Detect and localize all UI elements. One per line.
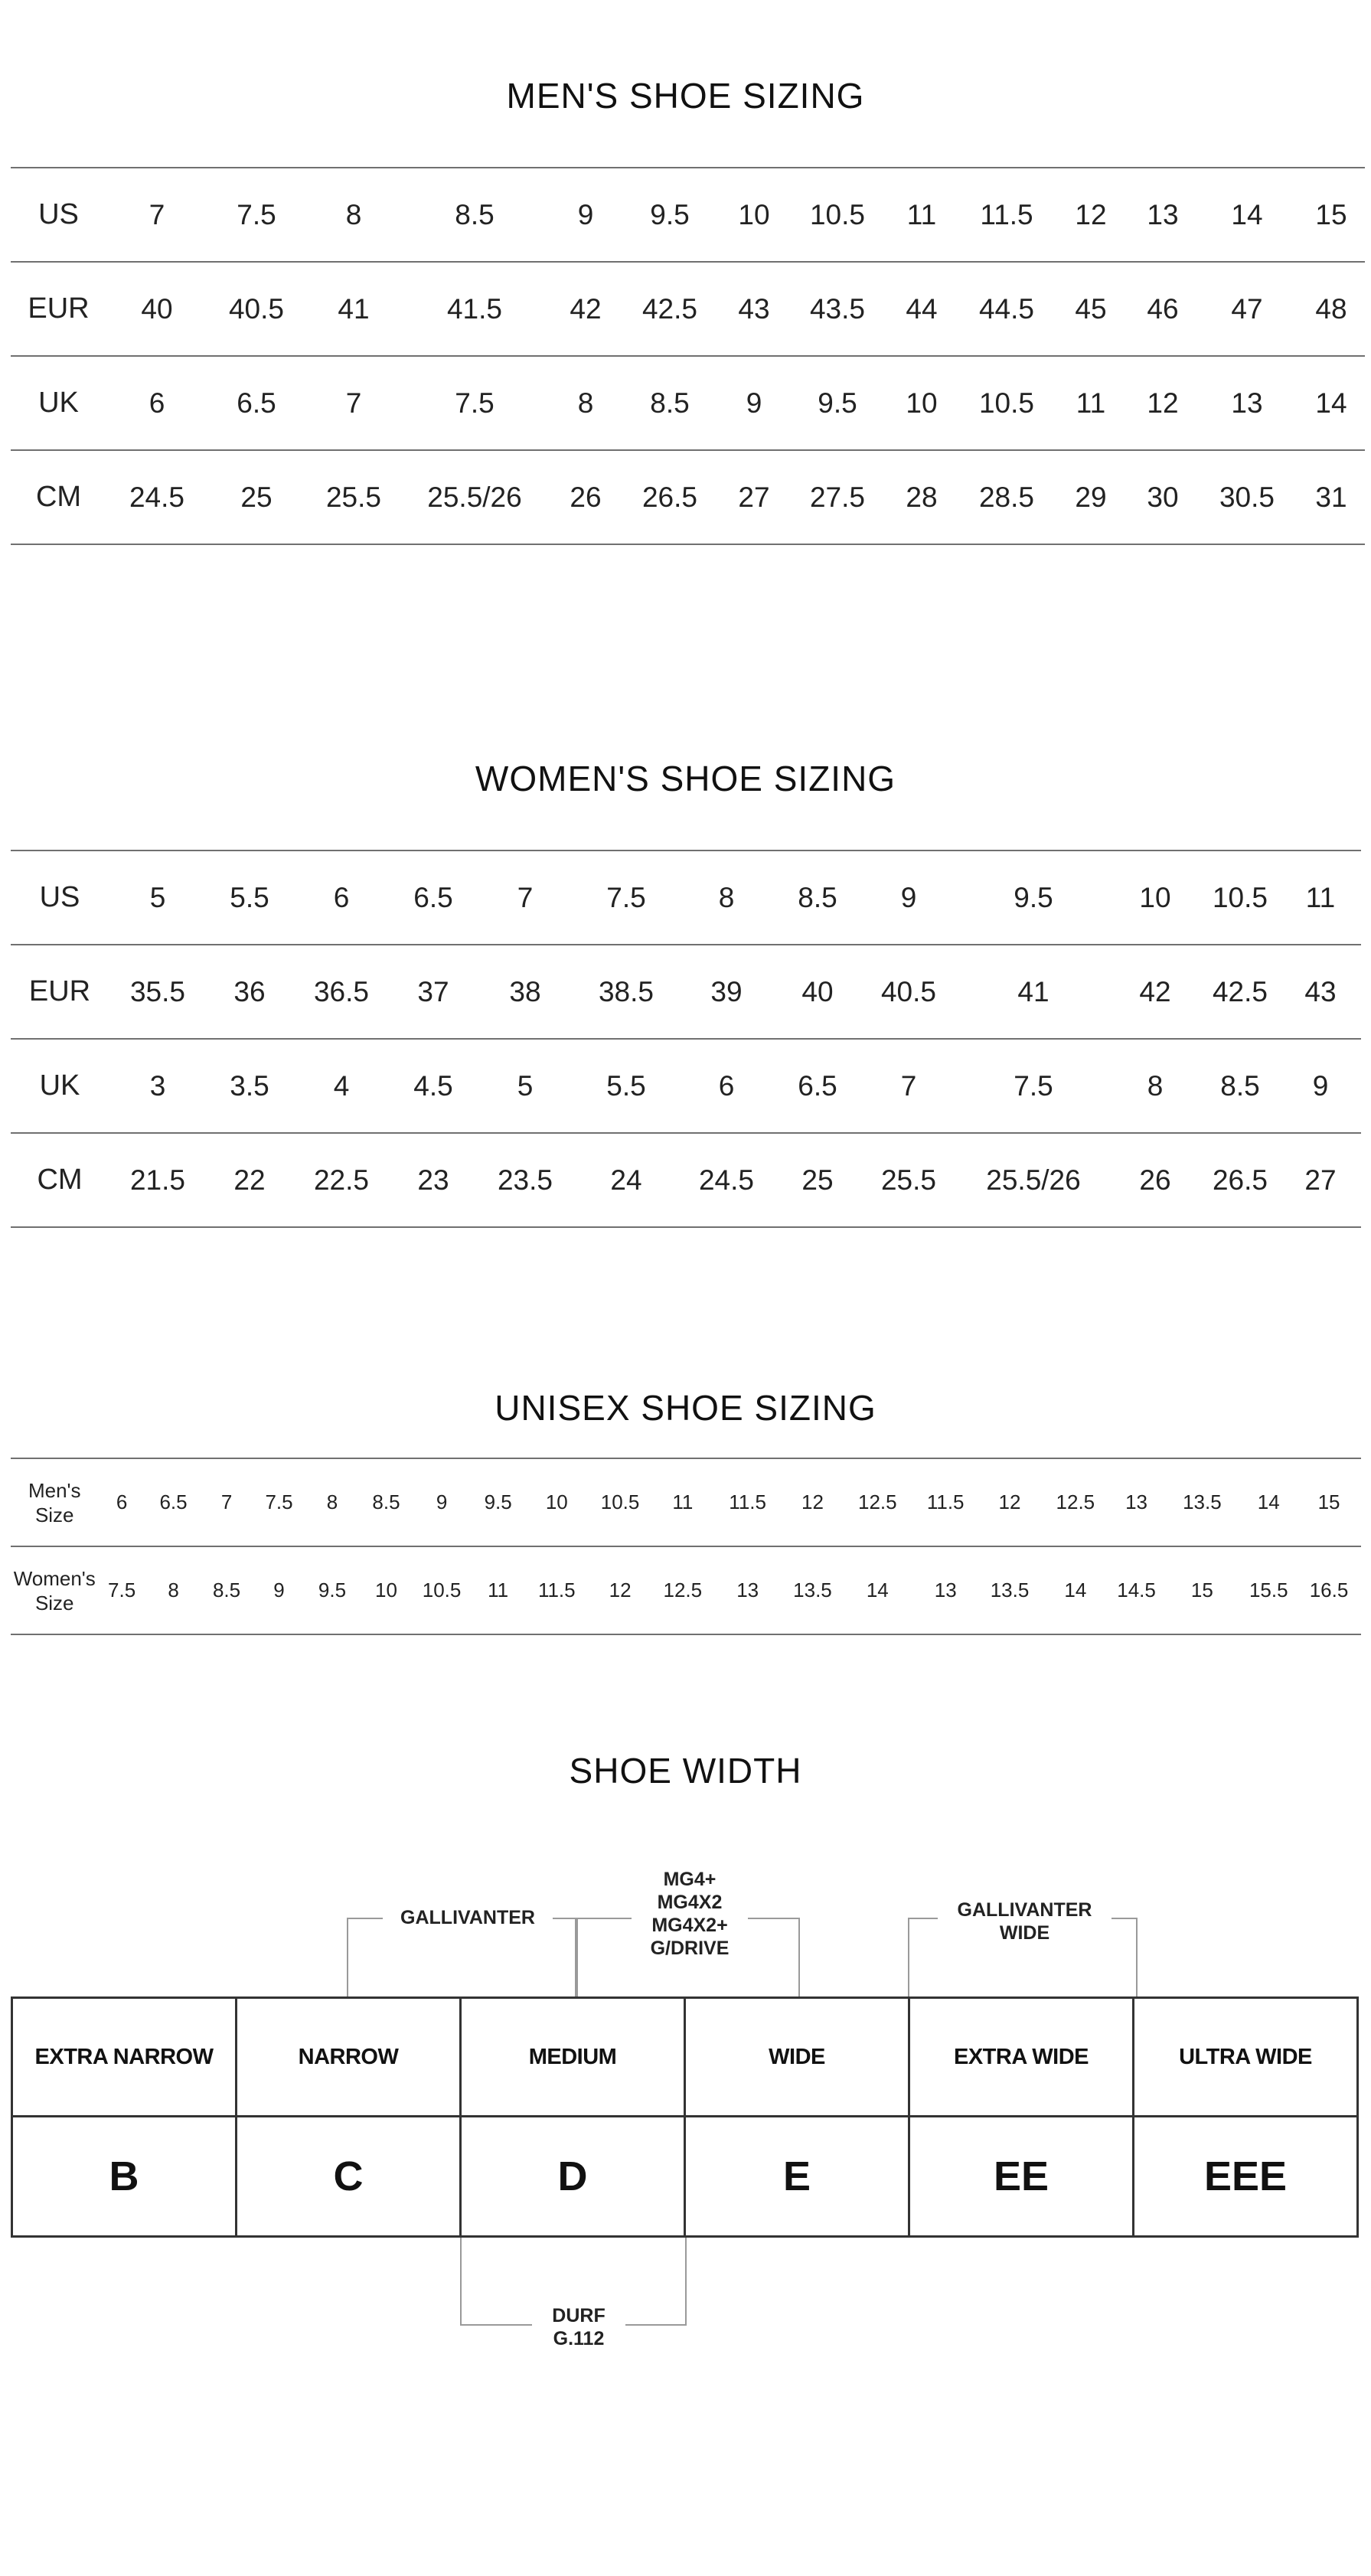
size-cell: 40.5 xyxy=(880,975,936,1007)
size-cell: 42.5 xyxy=(1212,975,1268,1007)
size-cell: 13 xyxy=(934,1579,957,1601)
size-cell: 28 xyxy=(906,481,938,513)
size-cell: 8 xyxy=(345,198,362,230)
size-cell: 37 xyxy=(417,975,449,1007)
width-code-cell: EE xyxy=(909,2117,1134,2237)
size-cell: 10.5 xyxy=(422,1579,462,1601)
size-cell: 25 xyxy=(240,481,273,513)
size-cell: 38.5 xyxy=(598,975,654,1007)
size-cell: 43 xyxy=(738,292,770,325)
size-cell: 29 xyxy=(1075,481,1107,513)
size-cell: 35.5 xyxy=(129,975,185,1007)
size-cell: 11.5 xyxy=(537,1579,576,1601)
size-cell: 5 xyxy=(149,881,166,913)
row-label: EUR xyxy=(28,292,90,325)
womens-sizing-table xyxy=(11,850,1361,1228)
mens-sizing-title: MEN'S SHOE SIZING xyxy=(506,76,865,116)
size-cell: 7 xyxy=(900,1069,917,1102)
womens-row xyxy=(11,851,1361,945)
size-cell: 22.5 xyxy=(313,1164,369,1196)
gallivanter-label: GALLIVANTER xyxy=(383,1906,553,1929)
womens-row xyxy=(11,945,1361,1039)
size-cell: 43.5 xyxy=(809,292,865,325)
size-cell: 11.5 xyxy=(980,198,1033,230)
size-cell: 6 xyxy=(149,387,165,419)
size-cell: 5.5 xyxy=(606,1069,646,1102)
size-cell: 30 xyxy=(1147,481,1179,513)
size-cell: 10 xyxy=(738,198,770,230)
unisex-sizing-table xyxy=(11,1458,1361,1635)
size-cell: 3.5 xyxy=(230,1069,269,1102)
width-code-cell: C xyxy=(237,2117,461,2237)
unisex-sizing-title: UNISEX SHOE SIZING xyxy=(495,1388,876,1428)
size-cell: 7.5 xyxy=(108,1579,136,1601)
size-cell: 15 xyxy=(1190,1579,1213,1601)
size-cell: 11 xyxy=(1076,387,1106,419)
size-cell: 15 xyxy=(1317,1490,1340,1513)
row-label: Women's Size xyxy=(13,1566,96,1614)
size-cell: 8.5 xyxy=(372,1490,400,1513)
size-cell: 12.5 xyxy=(663,1579,703,1601)
mens-row xyxy=(11,262,1365,356)
size-cell: 6.5 xyxy=(413,881,453,913)
size-cell: 9.5 xyxy=(818,387,857,419)
size-cell: 7.5 xyxy=(455,387,495,419)
row-label: CM xyxy=(37,1164,83,1196)
size-cell: 9 xyxy=(746,387,762,419)
size-cell: 22 xyxy=(233,1164,266,1196)
size-cell: 16.5 xyxy=(1309,1579,1349,1601)
row-label: US xyxy=(38,198,79,230)
size-cell: 36 xyxy=(233,975,266,1007)
size-cell: 9.5 xyxy=(650,198,690,230)
size-cell: 11.5 xyxy=(729,1490,766,1513)
row-label: UK xyxy=(39,1069,80,1102)
size-cell: 12 xyxy=(1147,387,1179,419)
size-cell: 8 xyxy=(168,1579,179,1601)
size-cell: 8.5 xyxy=(650,387,690,419)
size-cell: 7.5 xyxy=(265,1490,293,1513)
size-cell: 11 xyxy=(1305,881,1336,913)
womens-sizing-title: WOMEN'S SHOE SIZING xyxy=(475,759,896,798)
size-cell: 4 xyxy=(333,1069,350,1102)
shoe-width-title: SHOE WIDTH xyxy=(569,1751,802,1791)
size-cell: 40 xyxy=(801,975,834,1007)
row-label: CM xyxy=(35,481,82,513)
size-cell: 27 xyxy=(738,481,770,513)
size-cell: 9.5 xyxy=(318,1579,347,1601)
size-cell: 10 xyxy=(375,1579,397,1601)
width-header-cell: MEDIUM xyxy=(461,1998,685,2117)
size-cell: 14 xyxy=(1257,1490,1280,1513)
size-cell: 8 xyxy=(718,881,735,913)
size-cell: 25.5 xyxy=(880,1164,936,1196)
size-cell: 27.5 xyxy=(809,481,865,513)
size-cell: 6.5 xyxy=(798,1069,837,1102)
size-cell: 14 xyxy=(1315,387,1347,419)
size-cell: 25 xyxy=(801,1164,834,1196)
size-cell: 30.5 xyxy=(1219,481,1275,513)
size-cell: 7 xyxy=(220,1490,233,1513)
size-cell: 27 xyxy=(1304,1164,1337,1196)
size-cell: 7.5 xyxy=(237,198,276,230)
size-cell: 24 xyxy=(610,1164,642,1196)
unisex-row xyxy=(11,1546,1361,1634)
mg4-label-line: MG4X2 xyxy=(657,1892,723,1913)
durf-label-line: G.112 xyxy=(553,2328,605,2349)
size-cell: 13.5 xyxy=(990,1579,1030,1601)
size-cell: 23 xyxy=(417,1164,449,1196)
size-cell: 5 xyxy=(517,1069,534,1102)
size-cell: 28.5 xyxy=(978,481,1034,513)
row-label: US xyxy=(39,881,80,913)
gallivanter-wide-label-line: GALLIVANTER xyxy=(957,1899,1092,1921)
width-code-cell: D xyxy=(461,2117,685,2237)
width-code-row xyxy=(12,2117,1358,2237)
size-cell: 26 xyxy=(570,481,602,513)
size-cell: 14 xyxy=(866,1579,889,1601)
size-cell: 7 xyxy=(149,198,165,230)
mg4-bracket xyxy=(575,1918,800,1998)
size-cell: 8.5 xyxy=(1220,1069,1260,1102)
size-cell: 8.5 xyxy=(798,881,837,913)
size-cell: 6.5 xyxy=(237,387,276,419)
size-cell: 9 xyxy=(1312,1069,1329,1102)
size-cell: 15.5 xyxy=(1249,1579,1288,1601)
mg4-label-line: MG4+ xyxy=(663,1869,717,1890)
size-cell: 26 xyxy=(1139,1164,1171,1196)
size-cell: 12 xyxy=(1075,198,1107,230)
size-cell: 14.5 xyxy=(1117,1579,1156,1601)
unisex-row xyxy=(11,1458,1361,1546)
womens-row xyxy=(11,1133,1361,1227)
width-header-cell: NARROW xyxy=(237,1998,461,2117)
mens-row xyxy=(11,168,1365,262)
width-header-cell: EXTRA NARROW xyxy=(12,1998,237,2117)
size-cell: 3 xyxy=(149,1069,166,1102)
size-cell: 21.5 xyxy=(129,1164,185,1196)
size-cell: 10.5 xyxy=(978,387,1034,419)
size-cell: 7 xyxy=(517,881,534,913)
width-code-cell: EEE xyxy=(1134,2117,1358,2237)
mg4-label-line: MG4X2+ xyxy=(651,1915,728,1936)
width-code-cell: E xyxy=(685,2117,909,2237)
size-cell: 9 xyxy=(900,881,917,913)
size-cell: 9 xyxy=(273,1579,285,1601)
size-cell: 8.5 xyxy=(455,198,495,230)
size-cell: 36.5 xyxy=(313,975,369,1007)
size-cell: 11 xyxy=(672,1490,694,1513)
size-cell: 24.5 xyxy=(698,1164,754,1196)
size-cell: 8 xyxy=(326,1490,338,1513)
size-cell: 6 xyxy=(718,1069,735,1102)
size-cell: 44 xyxy=(906,292,938,325)
size-cell: 38 xyxy=(509,975,541,1007)
gallivanter-wide-label xyxy=(938,1899,1111,1944)
size-cell: 48 xyxy=(1315,292,1347,325)
size-cell: 11.5 xyxy=(926,1490,965,1513)
size-cell: 13 xyxy=(1147,198,1179,230)
size-cell: 13 xyxy=(736,1579,759,1601)
mens-sizing-table xyxy=(11,167,1365,545)
durf-label-line: DURF xyxy=(552,2305,606,2326)
durf-label xyxy=(532,2304,625,2350)
size-cell: 9.5 xyxy=(1014,881,1053,913)
size-cell: 25.5/26 xyxy=(427,481,522,513)
size-cell: 42 xyxy=(570,292,602,325)
size-cell: 13.5 xyxy=(793,1579,832,1601)
width-header-cell: EXTRA WIDE xyxy=(909,1998,1134,2117)
size-cell: 10 xyxy=(906,387,938,419)
size-cell: 10.5 xyxy=(600,1490,640,1513)
size-cell: 13 xyxy=(1231,387,1263,419)
size-cell: 23.5 xyxy=(497,1164,553,1196)
size-cell: 4.5 xyxy=(413,1069,453,1102)
size-cell: 12.5 xyxy=(857,1490,897,1513)
row-label: Men's Size xyxy=(28,1478,81,1526)
size-cell: 40 xyxy=(141,292,173,325)
womens-row xyxy=(11,1039,1361,1133)
size-cell: 40.5 xyxy=(228,292,284,325)
size-cell: 7.5 xyxy=(606,881,646,913)
size-cell: 24.5 xyxy=(129,481,184,513)
size-cell: 10.5 xyxy=(1212,881,1268,913)
gallivanter-bracket xyxy=(347,1918,578,1998)
size-cell: 6 xyxy=(116,1490,128,1513)
size-cell: 9.5 xyxy=(484,1490,512,1513)
size-cell: 25.5 xyxy=(325,481,381,513)
row-label: UK xyxy=(38,387,79,419)
width-header-cell: WIDE xyxy=(685,1998,909,2117)
size-cell: 31 xyxy=(1315,481,1347,513)
size-cell: 9 xyxy=(577,198,594,230)
size-cell: 10 xyxy=(545,1490,568,1513)
mg4-label-line: G/DRIVE xyxy=(650,1938,730,1959)
size-cell: 10.5 xyxy=(809,198,865,230)
size-cell: 10 xyxy=(1139,881,1171,913)
size-cell: 13.5 xyxy=(1183,1490,1222,1513)
row-label: EUR xyxy=(28,975,91,1007)
shoe-width-table xyxy=(11,1996,1359,2238)
size-cell: 46 xyxy=(1147,292,1179,325)
size-cell: 39 xyxy=(710,975,743,1007)
mens-row xyxy=(11,450,1365,544)
size-cell: 12.5 xyxy=(1056,1490,1095,1513)
size-cell: 12 xyxy=(998,1490,1021,1513)
size-cell: 6.5 xyxy=(159,1490,188,1513)
gallivanter-wide-label-line: WIDE xyxy=(999,1922,1050,1944)
size-cell: 47 xyxy=(1231,292,1263,325)
size-cell: 5.5 xyxy=(230,881,269,913)
width-header-cell: ULTRA WIDE xyxy=(1134,1998,1358,2117)
size-cell: 15 xyxy=(1315,198,1347,230)
size-cell: 8 xyxy=(577,387,594,419)
size-cell: 11 xyxy=(488,1579,509,1601)
width-header-row xyxy=(12,1998,1358,2117)
mens-row xyxy=(11,356,1365,450)
size-cell: 42 xyxy=(1139,975,1171,1007)
size-cell: 41 xyxy=(1017,975,1049,1007)
size-cell: 12 xyxy=(609,1579,632,1601)
size-cell: 8 xyxy=(1147,1069,1164,1102)
size-cell: 9 xyxy=(436,1490,448,1513)
size-cell: 41 xyxy=(338,292,370,325)
size-cell: 13 xyxy=(1125,1490,1147,1513)
size-cell: 6 xyxy=(333,881,350,913)
gallivanter-wide-bracket xyxy=(908,1918,1138,1998)
size-cell: 12 xyxy=(801,1490,824,1513)
size-cell: 26.5 xyxy=(641,481,697,513)
size-cell: 42.5 xyxy=(641,292,697,325)
size-cell: 44.5 xyxy=(978,292,1034,325)
width-code-cell: B xyxy=(12,2117,237,2237)
durf-bracket xyxy=(460,2235,687,2326)
size-cell: 14 xyxy=(1231,198,1263,230)
size-cell: 14 xyxy=(1064,1579,1087,1601)
size-cell: 8.5 xyxy=(212,1579,241,1601)
size-cell: 45 xyxy=(1075,292,1107,325)
size-cell: 7.5 xyxy=(1014,1069,1053,1102)
size-cell: 43 xyxy=(1304,975,1337,1007)
size-cell: 41.5 xyxy=(446,292,502,325)
size-cell: 25.5/26 xyxy=(986,1164,1081,1196)
mg4-label xyxy=(632,1868,748,1960)
size-cell: 26.5 xyxy=(1212,1164,1268,1196)
size-cell: 11 xyxy=(906,198,937,230)
size-cell: 7 xyxy=(345,387,362,419)
